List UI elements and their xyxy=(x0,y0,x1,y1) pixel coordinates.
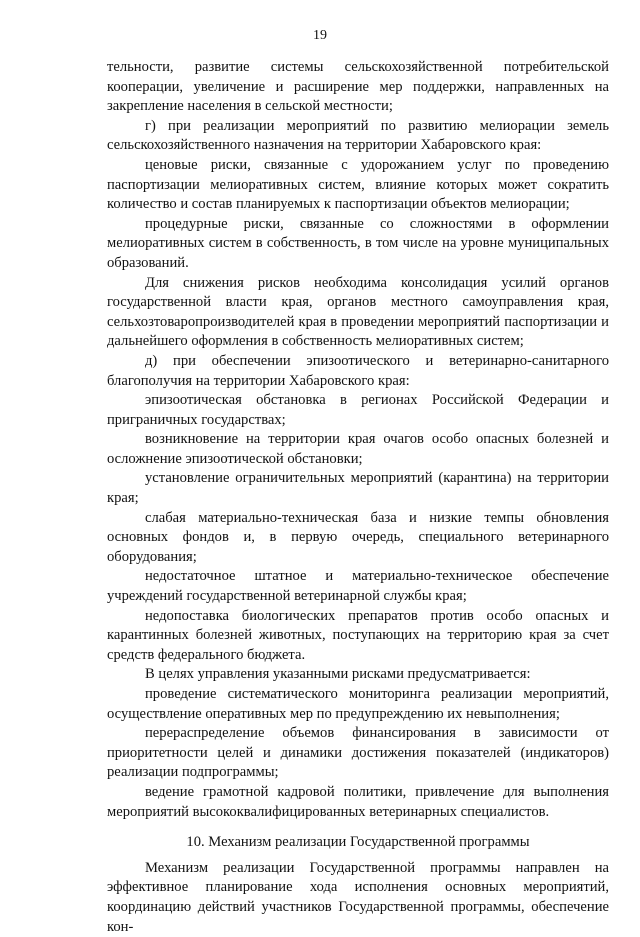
paragraph-redistribution: перераспределение объемов финансирования в зависимости от приоритетности целей и динамики достижения показателей (индикаторов) реализации подпрограммы; xyxy=(107,725,609,781)
paragraph-disease-outbreaks: возникновение на территории края очагов особо опасных болезней и осложнение эпизоотической обстановки; xyxy=(107,431,609,467)
section-heading: 10. Механизм реализации Государственной программы xyxy=(186,834,530,851)
paragraph-mechanism: Механизм реализации Государственной программы направлен на эффективное планирование хода исполнения основных мероприятий, координацию действий участников Государственной программы, обеспечение кон- xyxy=(107,859,609,935)
paragraph-risk-veterinary: д) при обеспечении эпизоотического и ветеринарно-санитарного благополучия на территории Хабаровского края: xyxy=(107,352,609,389)
paragraph-risk-reduction: Для снижения рисков необходима консолидация усилий органов государственной власти края, органов местного самоуправления края, сельхозтоваропроизводителей края в проведении мероприятий паспортизации и дальнейшего оформления в собственность мелиоративных систем; xyxy=(107,274,609,350)
paragraph-risk-melioration: г) при реализации мероприятий по развитию мелиорации земель сельскохозяйственного назначения на территории Хабаровского края: xyxy=(107,117,609,154)
paragraph-staffing: недостаточное штатное и материально-техническое обеспечение учреждений государственной ветеринарной службы края; xyxy=(107,568,609,605)
document-body xyxy=(107,58,609,937)
paragraph-procedural-risks: процедурные риски, связанные со сложностями в оформлении мелиоративных систем в собственность, в том числе на уровне муниципальных образований. xyxy=(107,215,609,271)
paragraph-quarantine: установление ограничительных мероприятий (карантина) на территории края; xyxy=(107,470,609,507)
paragraph-weak-base: слабая материально-техническая база и низкие темпы обновления основных фондов и, в первую очередь, специального ветеринарного оборудования; xyxy=(107,509,609,565)
paragraph-supply-shortage: недопоставка биологических препаратов против особо опасных и карантинных болезней животных, поступающих на территорию края за счет средств федерального бюджета. xyxy=(107,607,609,663)
paragraph-price-risks: ценовые риски, связанные с удорожанием услуг по проведению паспортизации мелиоративных систем, влияние которых может сократить количество и состав планируемых к паспортизации объектов мелиорации; xyxy=(107,156,609,213)
paragraph-personnel-policy: ведение грамотной кадровой политики, привлечение для выполнения мероприятий высококвалифицированных ветеринарных специалистов. xyxy=(107,783,609,820)
page-number: 19 xyxy=(313,28,327,43)
paragraph-epizootic-situation: эпизоотическая обстановка в регионах Российской Федерации и приграничных государствах; xyxy=(107,392,609,428)
paragraph-monitoring: проведение систематического мониторинга реализации мероприятий, осуществление оперативных мер по предупреждению их невыполнения; xyxy=(107,686,609,722)
paragraph-continuation: тельности, развитие системы сельскохозяйственной потребительской кооперации, увеличение и расширение мер поддержки, направленных на закрепление населения в сельской местности; xyxy=(107,59,609,115)
paragraph-risk-management: В целях управления указанными рисками предусматривается: xyxy=(145,666,531,683)
